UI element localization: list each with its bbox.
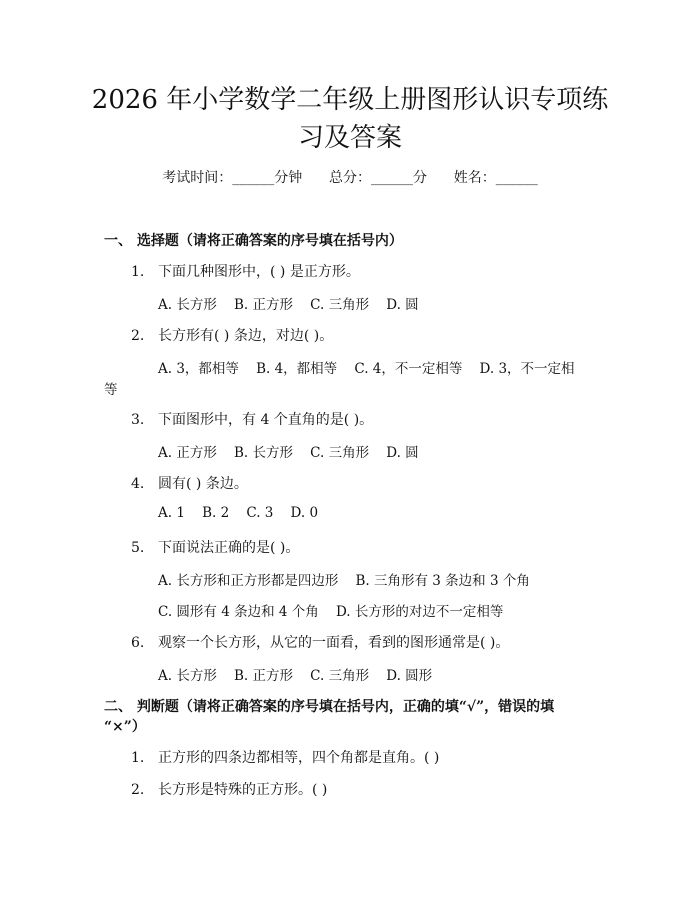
question-3-options: A. 正方形 B. 长方形 C. 三角形 D. 圆	[158, 445, 419, 461]
question-text: 下面说法正确的是( )。	[158, 540, 300, 556]
question-text: 圆有( ) 条边。	[158, 476, 248, 492]
question-number: 2.	[131, 328, 145, 344]
section-heading-choice: 一、 选择题（请将正确答案的序号填在括号内）	[104, 233, 403, 249]
question-5	[131, 537, 299, 557]
question-text: 观察一个长方形，从它的一面看，看到的图形通常是( )。	[158, 635, 510, 651]
question-3	[131, 409, 373, 429]
question-6-options: A. 长方形 B. 正方形 C. 三角形 D. 圆形	[158, 668, 433, 684]
question-text: 长方形有( ) 条边，对边( )。	[158, 328, 334, 344]
question-text: 正方形的四条边都相等，四个角都是直角。( )	[158, 750, 440, 766]
question-number: 5.	[131, 540, 145, 556]
question-number: 2.	[131, 782, 145, 798]
section-heading-judgement-line1: 二、 判断题（请将正确答案的序号填在括号内，正确的填“√”，错误的填	[104, 699, 555, 715]
question-1	[131, 261, 360, 281]
question-text: 下面图形中，有 4 个直角的是( )。	[158, 412, 374, 428]
question-2-options-wrap: 等	[104, 382, 118, 398]
question-number: 1.	[131, 264, 145, 280]
question-number: 4.	[131, 476, 145, 492]
question-text: 下面几种图形中，( ) 是正方形。	[158, 264, 360, 280]
page-title-line1: 2026 年小学数学二年级上册图形认识专项练	[91, 85, 609, 115]
question-4	[131, 473, 248, 493]
question-5-options-line2: C. 圆形有 4 条边和 4 个角 D. 长方形的对边不一定相等	[158, 604, 504, 620]
section-heading-judgement-line2: “×”）	[104, 719, 146, 735]
question-4-options: A. 1 B. 2 C. 3 D. 0	[158, 505, 319, 521]
question-number: 6.	[131, 635, 145, 651]
judgement-question-1	[131, 747, 439, 767]
question-6	[131, 632, 509, 652]
exam-info-line: 考试时间：______分钟 总分：______分 姓名：______	[162, 170, 538, 186]
question-1-options: A. 长方形 B. 正方形 C. 三角形 D. 圆	[158, 297, 419, 313]
question-text: 长方形是特殊的正方形。( )	[158, 782, 328, 798]
question-2	[131, 325, 333, 345]
page-title-line2: 习及答案	[297, 123, 402, 153]
question-2-options: A. 3，都相等 B. 4，都相等 C. 4，不一定相等 D. 3，不一定相	[158, 361, 575, 377]
question-number: 1.	[131, 750, 145, 766]
question-number: 3.	[131, 412, 145, 428]
question-5-options-line1: A. 长方形和正方形都是四边形 B. 三角形有 3 条边和 3 个角	[158, 573, 530, 589]
judgement-question-2	[131, 779, 327, 799]
